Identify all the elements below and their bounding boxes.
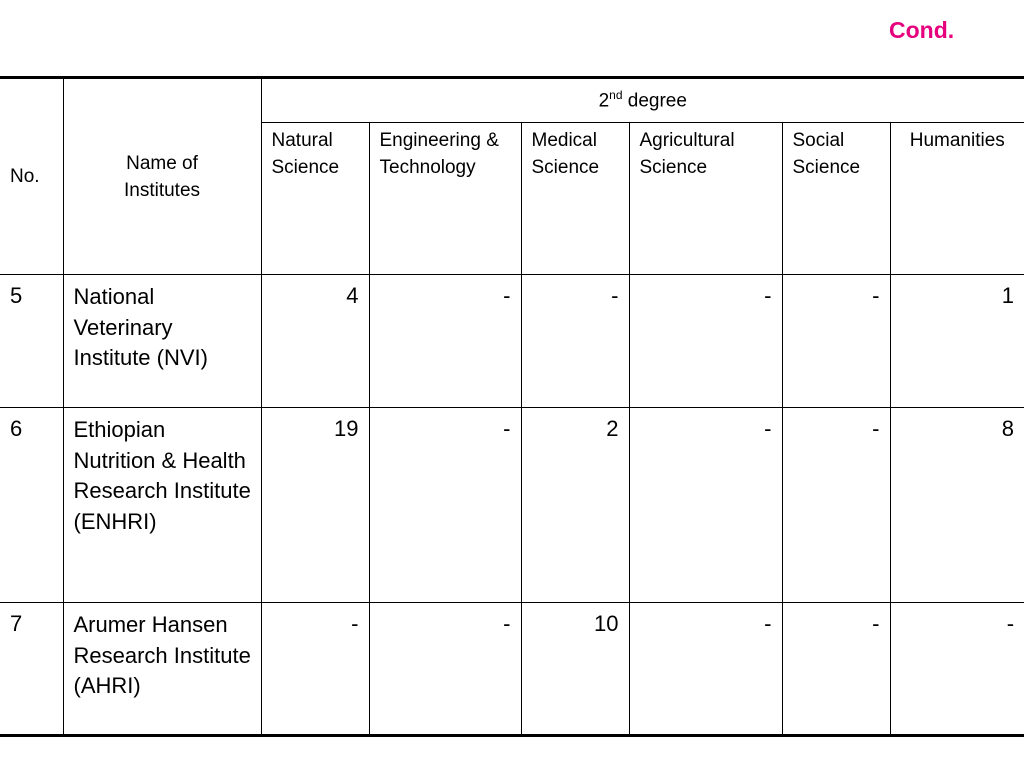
cell-medical-science: 10: [521, 603, 629, 736]
table-row: [0, 408, 1024, 603]
row-no: 7: [0, 603, 63, 736]
row-no: 6: [0, 408, 63, 603]
cell-natural-science: 19: [261, 408, 369, 603]
header-row-group: [0, 78, 1024, 123]
cell-natural-science: -: [261, 603, 369, 736]
cell-social-science: -: [782, 603, 890, 736]
cell-medical-science: 2: [521, 408, 629, 603]
continued-label: Cond.: [889, 17, 955, 43]
header-natural-science: Natural Science: [261, 123, 369, 275]
header-engineering-technology: Engineering & Technology: [369, 123, 521, 275]
cell-social-science: -: [782, 408, 890, 603]
table-row: [0, 603, 1024, 736]
cell-medical-science: -: [521, 275, 629, 408]
cell-agricultural-science: -: [629, 275, 782, 408]
row-no: 5: [0, 275, 63, 408]
cell-humanities: 1: [890, 275, 1024, 408]
row-institute-name: Ethiopian Nutrition & Health Research Institute (ENHRI): [63, 408, 261, 603]
row-institute-name: National Veterinary Institute (NVI): [63, 275, 261, 408]
cell-engineering-technology: -: [369, 275, 521, 408]
header-agricultural-science: Agricultural Science: [629, 123, 782, 275]
cell-natural-science: 4: [261, 275, 369, 408]
cell-agricultural-science: -: [629, 603, 782, 736]
header-medical-science: Medical Science: [521, 123, 629, 275]
header-humanities: Humanities: [890, 123, 1024, 275]
header-name-of-institutes: Name of Institutes: [63, 78, 261, 275]
cell-engineering-technology: -: [369, 603, 521, 736]
cell-agricultural-science: -: [629, 408, 782, 603]
cell-humanities: 8: [890, 408, 1024, 603]
degree-table: [0, 76, 1024, 737]
table-row: [0, 275, 1024, 408]
header-no: No.: [0, 78, 63, 275]
cell-engineering-technology: -: [369, 408, 521, 603]
header-social-science: Social Science: [782, 123, 890, 275]
row-institute-name: Arumer Hansen Research Institute (AHRI): [63, 603, 261, 736]
cell-humanities: -: [890, 603, 1024, 736]
cell-social-science: -: [782, 275, 890, 408]
header-second-degree: 2nd degree: [261, 78, 1024, 123]
